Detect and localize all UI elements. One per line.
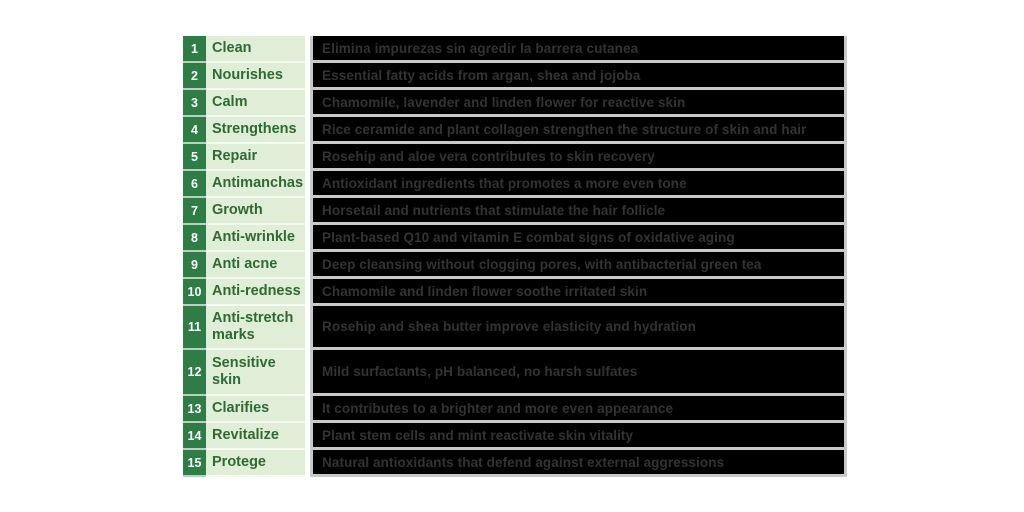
row-description: Plant stem cells and mint reactivate skin vitality — [310, 423, 847, 450]
row-number: 10 — [183, 279, 206, 306]
row-label: Strengthens — [206, 117, 305, 144]
row-description: Natural antioxidants that defend against external aggressions — [310, 450, 847, 477]
row-label: Protege — [206, 450, 305, 477]
row-label: Growth — [206, 198, 305, 225]
row-description: Deep cleansing without clogging pores, with antibacterial green tea — [310, 252, 847, 279]
row-description: It contributes to a brighter and more even appearance — [310, 396, 847, 423]
row-description: Chamomile and linden flower soothe irritated skin — [310, 279, 847, 306]
row-description: Plant-based Q10 and vitamin E combat signs of oxidative aging — [310, 225, 847, 252]
row-number: 1 — [183, 36, 206, 63]
row-number: 13 — [183, 396, 206, 423]
row-label: Anti-stretch marks — [206, 306, 305, 350]
row-label: Anti-redness — [206, 279, 305, 306]
row-label: Nourishes — [206, 63, 305, 90]
row-number: 6 — [183, 171, 206, 198]
row-label: Sensitive skin — [206, 350, 305, 396]
row-label: Clarifies — [206, 396, 305, 423]
row-number: 9 — [183, 252, 206, 279]
row-label: Antimanchas — [206, 171, 305, 198]
row-description: Mild surfactants, pH balanced, no harsh sulfates — [310, 350, 847, 396]
row-description: Elimina impurezas sin agredir la barrera cutanea — [310, 36, 847, 63]
row-description: Antioxidant ingredients that promotes a more even tone — [310, 171, 847, 198]
row-description: Rice ceramide and plant collagen strengthen the structure of skin and hair — [310, 117, 847, 144]
row-number: 2 — [183, 63, 206, 90]
row-number: 3 — [183, 90, 206, 117]
row-label: Repair — [206, 144, 305, 171]
row-label: Calm — [206, 90, 305, 117]
row-number: 15 — [183, 450, 206, 477]
row-description: Rosehip and aloe vera contributes to skin recovery — [310, 144, 847, 171]
row-number: 5 — [183, 144, 206, 171]
benefits-table — [183, 36, 847, 478]
row-description: Rosehip and shea butter improve elasticity and hydration — [310, 306, 847, 350]
row-description: Essential fatty acids from argan, shea and jojoba — [310, 63, 847, 90]
row-number: 8 — [183, 225, 206, 252]
row-label: Clean — [206, 36, 305, 63]
row-description: Horsetail and nutrients that stimulate the hair follicle — [310, 198, 847, 225]
row-label: Anti acne — [206, 252, 305, 279]
row-number: 4 — [183, 117, 206, 144]
row-label: Anti-wrinkle — [206, 225, 305, 252]
row-description: Chamomile, lavender and linden flower for reactive skin — [310, 90, 847, 117]
row-number: 7 — [183, 198, 206, 225]
row-number: 11 — [183, 306, 206, 350]
row-number: 12 — [183, 350, 206, 396]
row-number: 14 — [183, 423, 206, 450]
row-label: Revitalize — [206, 423, 305, 450]
